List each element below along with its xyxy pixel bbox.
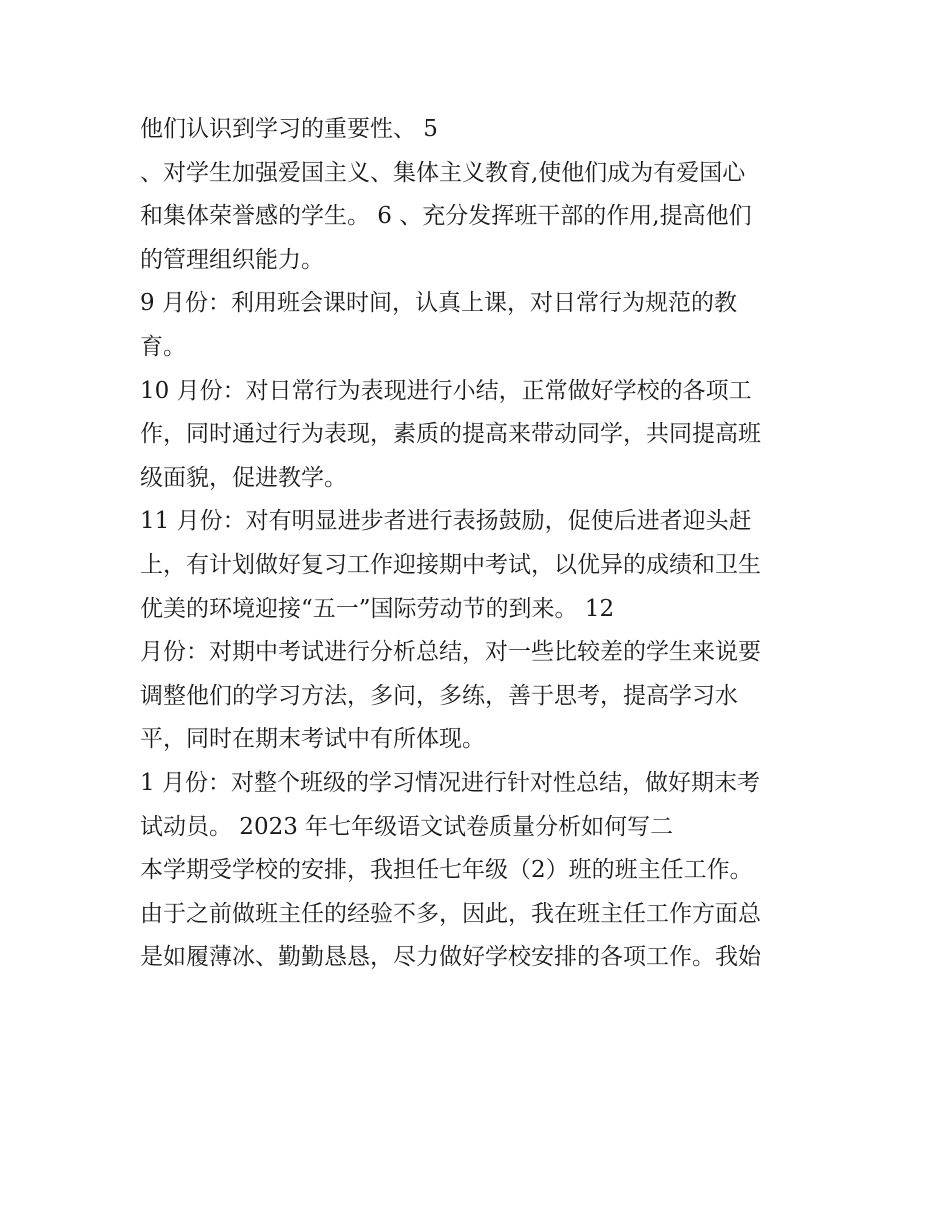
text-line: 优美的环境迎接“五一”国际劳动节的到来。 12 (140, 595, 615, 622)
text-line: 平，同时在期末考试中有所体现。 (140, 726, 485, 753)
text-line: 的管理组织能力。 (140, 246, 324, 273)
text-line: 、对学生加强爱国主义、集体主义教育,使他们成为有爱国心 (140, 159, 746, 186)
text-line: 调整他们的学习方法，多问，多练，善于思考，提高学习水 (140, 682, 738, 709)
text-line: 作，同时通过行为表现，素质的提高来带动同学，共同提高班 (140, 421, 761, 448)
text-line: 是如履薄冰、勤勤恳恳，尽力做好学校安排的各项工作。我始 (140, 944, 761, 971)
text-line: 育。 (140, 333, 186, 360)
text-line: 11 月份：对有明显进步者进行表扬鼓励，促使后进者迎头赶 (140, 508, 752, 535)
text-line: 和集体荣誉感的学生。 6 、充分发挥班干部的作用,提高他们 (140, 203, 752, 230)
text-line: 级面貌，促进教学。 (140, 464, 347, 491)
text-line: 10 月份：对日常行为表现进行小结，正常做好学校的各项工 (140, 377, 752, 404)
text-line: 他们认识到学习的重要性、 5 (140, 116, 438, 142)
text-line: 由于之前做班主任的经验不多，因此，我在班主任工作方面总 (140, 900, 761, 927)
text-line: 月份：对期中考试进行分析总结，对一些比较差的学生来说要 (140, 639, 761, 666)
text-line: 本学期受学校的安排，我担任七年级（2）班的班主任工作。 (140, 857, 753, 884)
document-body (140, 108, 840, 980)
text-line: 9 月份：利用班会课时间，认真上课，对日常行为规范的教 (140, 290, 737, 317)
text-line: 上，有计划做好复习工作迎接期中考试，以优异的成绩和卫生 (140, 551, 761, 578)
text-line: 试动员。 2023 年七年级语文试卷质量分析如何写二 (140, 813, 674, 840)
text-line: 1 月份：对整个班级的学习情况进行针对性总结，做好期末考 (140, 769, 760, 796)
